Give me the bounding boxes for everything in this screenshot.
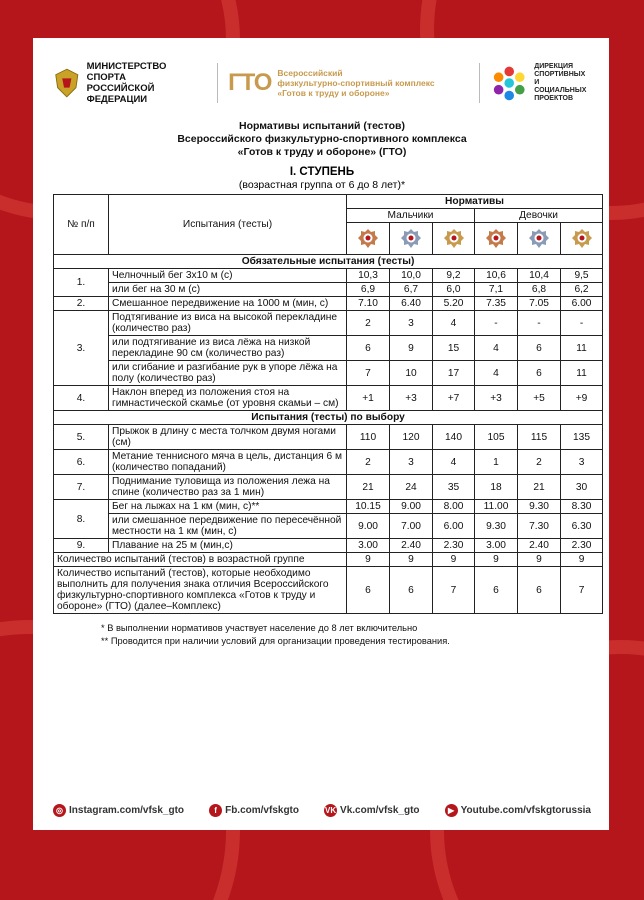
badge-cell: [561, 223, 603, 255]
norm-value: 10,6: [475, 269, 518, 283]
norm-value: 3: [390, 311, 433, 336]
col-test-header: Испытания (тесты): [109, 195, 347, 255]
norm-value: 6.30: [561, 514, 603, 539]
norm-value: 6,2: [561, 283, 603, 297]
totals-value: 6: [347, 567, 390, 614]
table-row: [54, 450, 603, 475]
norm-value: 10.15: [347, 500, 390, 514]
norm-value: 11: [561, 361, 603, 386]
gto-line1: Всероссийский: [277, 68, 343, 78]
norm-value: 1: [475, 450, 518, 475]
norm-value: 3: [390, 450, 433, 475]
norm-value: 2.30: [433, 539, 475, 553]
test-name: Смешанное передвижение на 1000 м (мин, с): [109, 297, 347, 311]
norm-value: 115: [518, 425, 561, 450]
norm-value: 7.30: [518, 514, 561, 539]
col-number-header: № п/п: [54, 195, 109, 255]
directorate-line1: ДИРЕКЦИЯ: [534, 63, 574, 70]
stage-heading: I. СТУПЕНЬ: [289, 166, 355, 178]
norm-value: 21: [518, 475, 561, 500]
table-row: [54, 514, 603, 539]
norm-value: 9,2: [433, 269, 475, 283]
norm-value: -: [561, 311, 603, 336]
norm-value: +3: [475, 386, 518, 411]
ministry-line1: МИНИСТЕРСТВО СПОРТА: [86, 61, 167, 83]
norm-value: 6,0: [433, 283, 475, 297]
table-row: [54, 361, 603, 386]
table-row: [54, 336, 603, 361]
norm-value: 8.00: [433, 500, 475, 514]
test-name: Бег на лыжах на 1 км (мин, с)**: [109, 500, 347, 514]
table-row: [54, 311, 603, 336]
social-link-facebook[interactable]: [209, 804, 299, 817]
row-number: 7.: [54, 475, 109, 500]
badge-cell: [475, 223, 518, 255]
social-link-vk[interactable]: [324, 804, 419, 817]
social-link-label: Fb.com/vfskgto: [225, 804, 299, 816]
norm-value: 35: [433, 475, 475, 500]
title-line3: «Готов к труду и обороне» (ГТО): [237, 146, 407, 158]
norm-value: 2: [347, 311, 390, 336]
social-link-instagram[interactable]: [53, 804, 184, 817]
row-number: 2.: [54, 297, 109, 311]
table-row: [54, 386, 603, 411]
norm-value: 8.30: [561, 500, 603, 514]
divider: [217, 63, 218, 103]
norm-value: 17: [433, 361, 475, 386]
norm-value: 4: [433, 311, 475, 336]
coat-of-arms-icon: [53, 66, 81, 100]
norm-value: 5.20: [433, 297, 475, 311]
norm-value: 18: [475, 475, 518, 500]
title-line1: Нормативы испытаний (тестов): [239, 120, 405, 132]
test-name: Поднимание туловища из положения лежа на спине (количество раз за 1 мин): [109, 475, 347, 500]
norm-value: 9.30: [518, 500, 561, 514]
norm-value: 135: [561, 425, 603, 450]
vk-icon: VK: [324, 805, 337, 815]
gold-badge-icon: [572, 228, 592, 250]
norm-value: 2.30: [561, 539, 603, 553]
norm-value: 140: [433, 425, 475, 450]
norm-value: 3.00: [475, 539, 518, 553]
row-number: 8.: [54, 500, 109, 539]
norm-value: 2: [347, 450, 390, 475]
table-row: [54, 425, 603, 450]
norm-value: 3: [561, 450, 603, 475]
badge-cell: [390, 223, 433, 255]
instagram-icon: ◎: [53, 804, 66, 817]
col-norms-header: Нормативы: [347, 195, 603, 209]
norm-value: 9.00: [347, 514, 390, 539]
girls-header: Девочки: [475, 209, 603, 223]
norm-value: 120: [390, 425, 433, 450]
document-sheet: [33, 38, 609, 830]
totals-value: 9: [561, 553, 603, 567]
norm-value: 7.35: [475, 297, 518, 311]
norm-value: 110: [347, 425, 390, 450]
directorate-line2: СПОРТИВНЫХ: [534, 71, 586, 78]
test-name: Подтягивание из виса на высокой перекладине (количество раз): [109, 311, 347, 336]
norm-value: 6: [347, 336, 390, 361]
gto-line2: физкультурно-спортивный комплекс: [277, 78, 435, 88]
norm-value: 105: [475, 425, 518, 450]
bronze-badge-icon: [358, 228, 378, 250]
totals-value: 9: [433, 553, 475, 567]
directorate-logo: [490, 63, 591, 103]
silver-badge-icon: [529, 228, 549, 250]
age-group: (возрастная группа от 6 до 8 лет)*: [238, 179, 406, 191]
table-row: [54, 283, 603, 297]
norm-value: 7,1: [475, 283, 518, 297]
social-link-youtube[interactable]: [445, 804, 591, 817]
test-name: Наклон вперед из положения стоя на гимнастической скамье (от уровня скамьи – см): [109, 386, 347, 411]
norm-value: 10,4: [518, 269, 561, 283]
norm-value: 6.40: [390, 297, 433, 311]
table-row: [54, 475, 603, 500]
row-number: 9.: [54, 539, 109, 553]
norm-value: +7: [433, 386, 475, 411]
social-links-bar: [53, 800, 591, 820]
norm-value: 4: [433, 450, 475, 475]
row-number: 5.: [54, 425, 109, 450]
totals-row: [54, 567, 603, 614]
norm-value: 11.00: [475, 500, 518, 514]
table-row: [54, 539, 603, 553]
silver-badge-icon: [401, 228, 421, 250]
bronze-badge-icon: [486, 228, 506, 250]
table-row: [54, 500, 603, 514]
totals-value: 7: [433, 567, 475, 614]
test-name: или подтягивание из виса лёжа на низкой перекладине 90 см (количество раз): [109, 336, 347, 361]
test-name: или бег на 30 м (с): [109, 283, 347, 297]
footnote-2: ** Проводится при наличии условий для организации проведения тестирования.: [101, 636, 450, 646]
totals-value: 6: [475, 567, 518, 614]
test-name: или сгибание и разгибание рук в упоре лёжа на полу (количество раз): [109, 361, 347, 386]
social-link-label: Instagram.com/vfsk_gto: [69, 804, 185, 816]
row-number: 4.: [54, 386, 109, 411]
norm-value: 11: [561, 336, 603, 361]
norm-value: 6: [518, 361, 561, 386]
totals-value: 6: [518, 567, 561, 614]
totals-value: 9: [518, 553, 561, 567]
boys-header: Мальчики: [347, 209, 475, 223]
norm-value: -: [518, 311, 561, 336]
norm-value: 7.10: [347, 297, 390, 311]
divider: [479, 63, 480, 103]
norm-value: 9.00: [390, 500, 433, 514]
footnotes: [53, 622, 591, 648]
test-name: или смешанное передвижение по пересечённой местности на 1 км (мин, с): [109, 514, 347, 539]
norm-value: 6: [518, 336, 561, 361]
row-number: 3.: [54, 311, 109, 386]
norm-value: 9.30: [475, 514, 518, 539]
norm-value: 7: [347, 361, 390, 386]
test-name: Плавание на 25 м (мин,с): [109, 539, 347, 553]
norm-value: 2.40: [518, 539, 561, 553]
norm-value: 6,7: [390, 283, 433, 297]
youtube-icon: ▶: [445, 804, 458, 817]
totals-label: Количество испытаний (тестов) в возрастной группе: [54, 553, 347, 567]
norm-value: 24: [390, 475, 433, 500]
row-number: 6.: [54, 450, 109, 475]
norm-value: +9: [561, 386, 603, 411]
norm-value: 4: [475, 336, 518, 361]
totals-value: 7: [561, 567, 603, 614]
norm-value: 21: [347, 475, 390, 500]
norm-value: +1: [347, 386, 390, 411]
directorate-line4: ПРОЕКТОВ: [534, 95, 574, 102]
badge-cell: [433, 223, 475, 255]
gto-logo: [228, 68, 469, 98]
footnote-1: * В выполнении нормативов участвует население до 8 лет включительно: [101, 623, 418, 633]
norm-value: 30: [561, 475, 603, 500]
ministry-line2: РОССИЙСКОЙ ФЕДЕРАЦИИ: [86, 83, 155, 105]
gto-mark: ГТО: [228, 69, 272, 96]
totals-label: Количество испытаний (тестов), которые необходимо выполнить для получения знака отличия Всероссийского физкультурно-спортивного комплекса «Готов к труду и обороне» (ГТО) (далее–Комплекс): [54, 567, 347, 614]
norm-value: 7.00: [390, 514, 433, 539]
norm-value: 9,5: [561, 269, 603, 283]
totals-value: 9: [475, 553, 518, 567]
totals-value: 6: [390, 567, 433, 614]
table-row: [54, 269, 603, 283]
norm-value: -: [475, 311, 518, 336]
document-title: [53, 120, 591, 159]
section-header: Обязательные испытания (тесты): [54, 255, 603, 269]
norm-value: 2.40: [390, 539, 433, 553]
table-row: [54, 297, 603, 311]
social-link-label: Vk.com/vfsk_gto: [340, 804, 420, 816]
ministry-logo: [53, 61, 207, 105]
norm-value: 6.00: [561, 297, 603, 311]
gold-badge-icon: [444, 228, 464, 250]
badge-cell: [347, 223, 390, 255]
test-name: Челночный бег 3х10 м (с): [109, 269, 347, 283]
gto-line3: «Готов к труду и обороне»: [277, 88, 390, 98]
norm-value: 6,9: [347, 283, 390, 297]
totals-value: 9: [390, 553, 433, 567]
norm-value: 6.00: [433, 514, 475, 539]
test-name: Прыжок в длину с места толчком двумя ногами (см): [109, 425, 347, 450]
norm-value: 9: [390, 336, 433, 361]
test-name: Метание теннисного мяча в цель, дистанция 6 м (количество попаданий): [109, 450, 347, 475]
directorate-star-icon: [490, 63, 528, 103]
norm-value: 10,0: [390, 269, 433, 283]
norm-value: +5: [518, 386, 561, 411]
social-link-label: Youtube.com/vfskgtorussia: [460, 804, 591, 816]
facebook-icon: f: [209, 804, 222, 817]
norm-value: 10: [390, 361, 433, 386]
norm-value: +3: [390, 386, 433, 411]
norm-value: 15: [433, 336, 475, 361]
title-line2: Всероссийского физкультурно-спортивного комплекса: [177, 133, 467, 145]
row-number: 1.: [54, 269, 109, 297]
norm-value: 4: [475, 361, 518, 386]
norm-value: 7.05: [518, 297, 561, 311]
norms-table: [53, 194, 603, 614]
section-header: Испытания (тесты) по выбору: [54, 411, 603, 425]
logo-strip: [53, 50, 591, 116]
badge-cell: [518, 223, 561, 255]
norm-value: 3.00: [347, 539, 390, 553]
norm-value: 6,8: [518, 283, 561, 297]
totals-value: 9: [347, 553, 390, 567]
norm-value: 10,3: [347, 269, 390, 283]
totals-row: [54, 553, 603, 567]
norm-value: 2: [518, 450, 561, 475]
directorate-line3: И СОЦИАЛЬНЫХ: [534, 79, 587, 94]
